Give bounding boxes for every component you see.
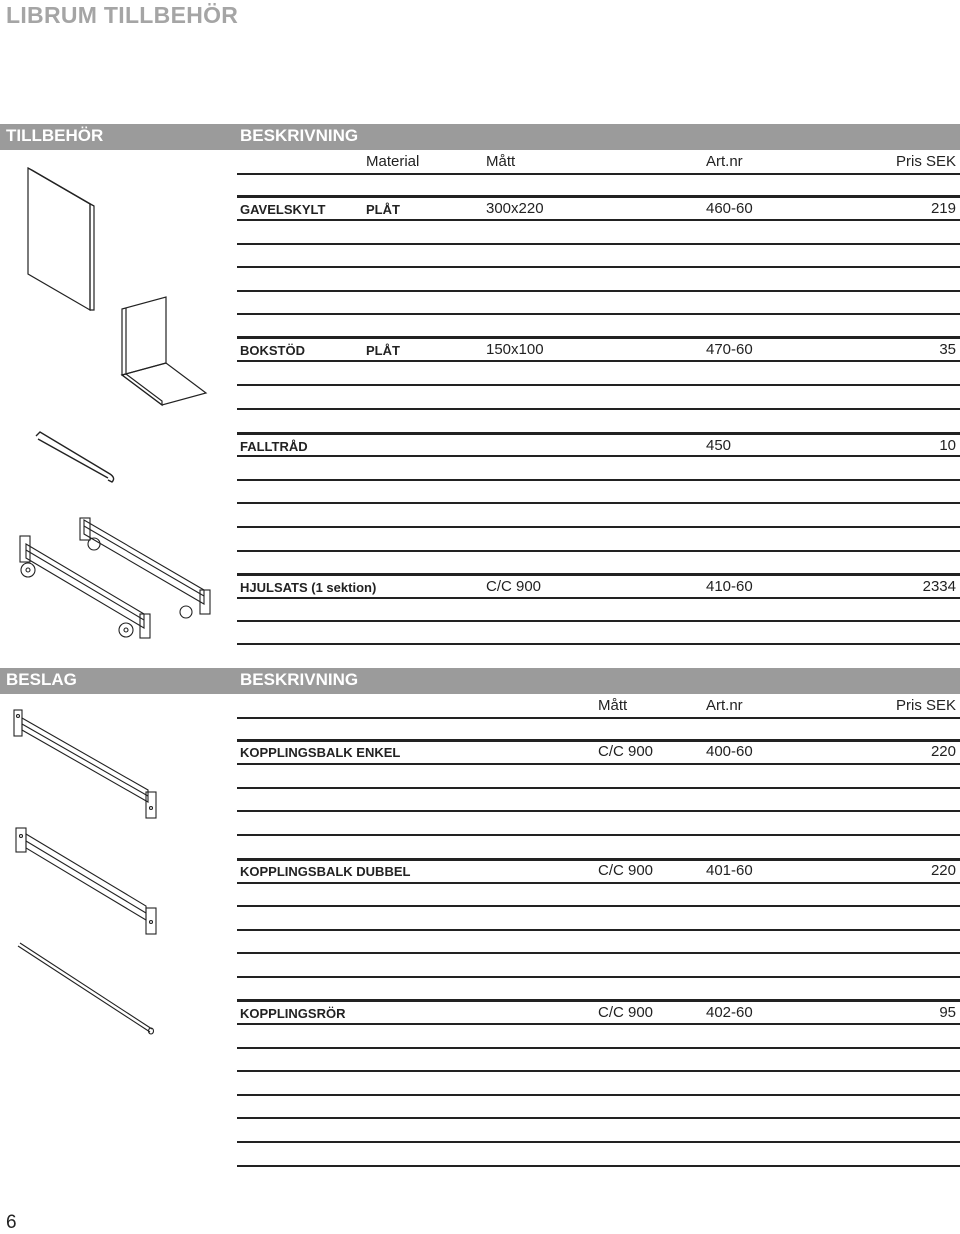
- divider: [237, 1094, 960, 1096]
- kopplingsbalk-dubbel-illustration: [14, 826, 160, 936]
- page-title: LIBRUM TILLBEHÖR: [6, 2, 239, 28]
- section-desc-header: BESKRIVNING: [240, 126, 359, 145]
- col-header-matt: Mått: [598, 697, 628, 714]
- hjulsats-illustration: [14, 514, 214, 644]
- product-name: KOPPLINGSBALK DUBBEL: [240, 864, 411, 879]
- divider: [237, 408, 960, 410]
- divider: [237, 266, 960, 268]
- col-header-pris: Pris SEK: [895, 153, 956, 170]
- product-price: 2334: [922, 578, 956, 595]
- divider: [237, 550, 960, 552]
- product-matt: 300x220: [486, 200, 544, 217]
- product-matt: C/C 900: [598, 743, 654, 760]
- section-label: TILLBEHÖR: [6, 126, 104, 145]
- divider: [237, 526, 960, 528]
- product-price: 35: [939, 341, 956, 358]
- divider: [237, 952, 960, 954]
- product-artnr: 401-60: [706, 862, 753, 879]
- divider: [237, 360, 960, 362]
- product-artnr: 410-60: [706, 578, 753, 595]
- divider: [237, 1047, 960, 1049]
- product-price: 10: [939, 437, 956, 454]
- divider: [237, 290, 960, 292]
- divider: [237, 384, 960, 386]
- product-matt: C/C 900: [598, 1004, 654, 1021]
- section-header-tillbehor: [0, 124, 960, 150]
- divider: [237, 882, 960, 884]
- divider: [237, 243, 960, 245]
- divider: [237, 455, 960, 457]
- product-artnr: 402-60: [706, 1004, 753, 1021]
- divider: [237, 173, 960, 175]
- divider: [237, 929, 960, 931]
- page-number: 6: [6, 1212, 17, 1233]
- divider: [237, 717, 960, 719]
- kopplingsror-illustration: [14, 942, 158, 1042]
- product-matt: 150x100: [486, 341, 544, 358]
- falltrad-illustration: [32, 428, 118, 484]
- product-price: 220: [930, 743, 956, 760]
- kopplingsbalk-enkel-illustration: [12, 708, 160, 820]
- divider: [237, 479, 960, 481]
- divider: [237, 432, 960, 435]
- section-desc-header: BESKRIVNING: [240, 670, 359, 689]
- product-name: GAVELSKYLT: [240, 202, 326, 217]
- divider: [237, 573, 960, 576]
- col-header-artnr: Art.nr: [706, 153, 743, 170]
- divider: [237, 976, 960, 978]
- divider: [237, 1117, 960, 1119]
- col-header-pris: Pris SEK: [895, 697, 956, 714]
- divider: [237, 1070, 960, 1072]
- col-header-material: Material: [366, 153, 420, 170]
- divider: [237, 597, 960, 599]
- col-header-artnr: Art.nr: [706, 697, 743, 714]
- divider: [237, 219, 960, 221]
- product-material: PLÅT: [366, 343, 400, 358]
- divider: [237, 810, 960, 812]
- product-matt: C/C 900: [486, 578, 542, 595]
- product-name: HJULSATS (1 sektion): [240, 580, 377, 595]
- col-header-matt: Mått: [486, 153, 516, 170]
- bokstod-illustration: [118, 295, 210, 405]
- product-matt: C/C 900: [598, 862, 654, 879]
- divider: [237, 1023, 960, 1025]
- product-material: PLÅT: [366, 202, 400, 217]
- divider: [237, 313, 960, 315]
- product-name: FALLTRÅD: [240, 439, 308, 454]
- product-artnr: 400-60: [706, 743, 753, 760]
- gavelskylt-illustration: [24, 164, 96, 314]
- section-label: BESLAG: [6, 670, 77, 689]
- divider: [237, 787, 960, 789]
- product-artnr: 460-60: [706, 200, 753, 217]
- product-artnr: 470-60: [706, 341, 753, 358]
- divider: [237, 502, 960, 504]
- product-price: 220: [930, 862, 956, 879]
- divider: [237, 643, 960, 645]
- divider: [237, 858, 960, 861]
- divider: [237, 905, 960, 907]
- product-name: BOKSTÖD: [240, 343, 305, 358]
- divider: [237, 336, 960, 339]
- product-price: 95: [939, 1004, 956, 1021]
- divider: [237, 620, 960, 622]
- product-name: KOPPLINGSRÖR: [240, 1006, 346, 1021]
- divider: [237, 1165, 960, 1167]
- product-artnr: 450: [706, 437, 732, 454]
- section-header-beslag: [0, 668, 960, 694]
- divider: [237, 999, 960, 1002]
- product-name: KOPPLINGSBALK ENKEL: [240, 745, 401, 760]
- divider: [237, 763, 960, 765]
- divider: [237, 834, 960, 836]
- divider: [237, 1141, 960, 1143]
- divider: [237, 739, 960, 742]
- product-price: 219: [930, 200, 956, 217]
- divider: [237, 195, 960, 198]
